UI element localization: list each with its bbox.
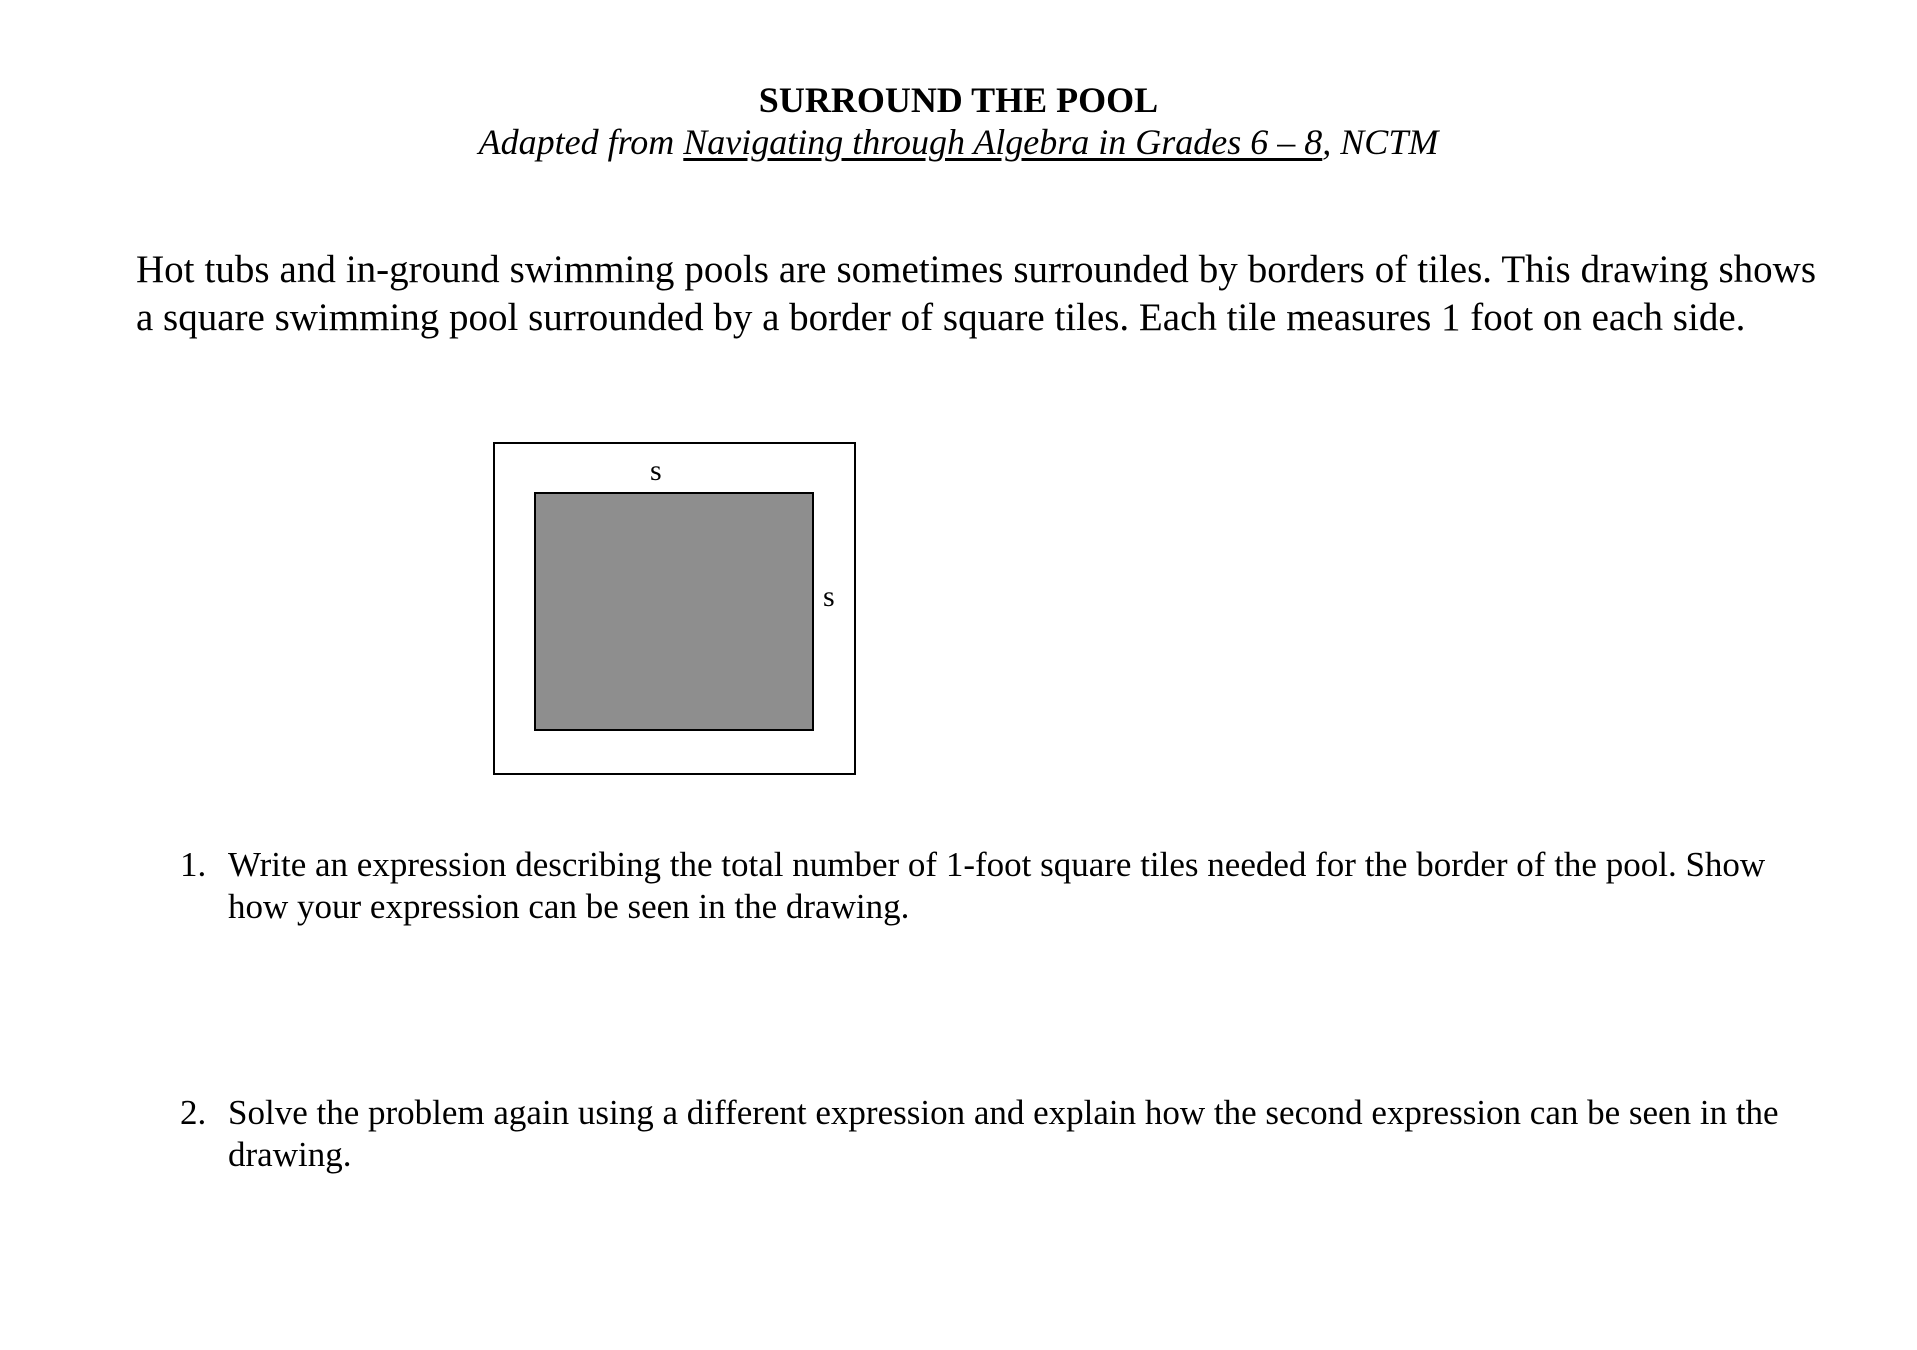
question-text: Write an expression describing the total number of 1-foot square tiles needed for the border of the pool. Show how your expression can be seen in the drawing. — [228, 845, 1766, 926]
question-2 — [180, 1092, 1800, 1176]
source-attribution — [0, 120, 1917, 164]
page-title: SURROUND THE POOL — [758, 80, 1159, 120]
question-number: 1. — [180, 845, 207, 884]
question-1 — [180, 844, 1800, 928]
question-text: Solve the problem again using a different expression and explain how the second expression can be seen in the drawing. — [228, 1093, 1779, 1174]
question-number: 2. — [180, 1093, 207, 1132]
attribution-suffix: , NCTM — [1322, 122, 1439, 162]
attribution-prefix: Adapted from — [478, 122, 684, 162]
pool-square — [534, 492, 814, 731]
source-book-title: Navigating through Algebra in Grades 6 – 8 — [683, 122, 1323, 162]
side-label-top: s — [650, 454, 662, 487]
pool-diagram — [493, 442, 854, 773]
side-label-right: s — [823, 580, 835, 613]
intro-paragraph: Hot tubs and in-ground swimming pools are sometimes surrounded by borders of tiles. This drawing shows a square swimming pool surrounded by a border of square tiles. Each tile measures 1 foot on each side. — [136, 248, 1816, 339]
